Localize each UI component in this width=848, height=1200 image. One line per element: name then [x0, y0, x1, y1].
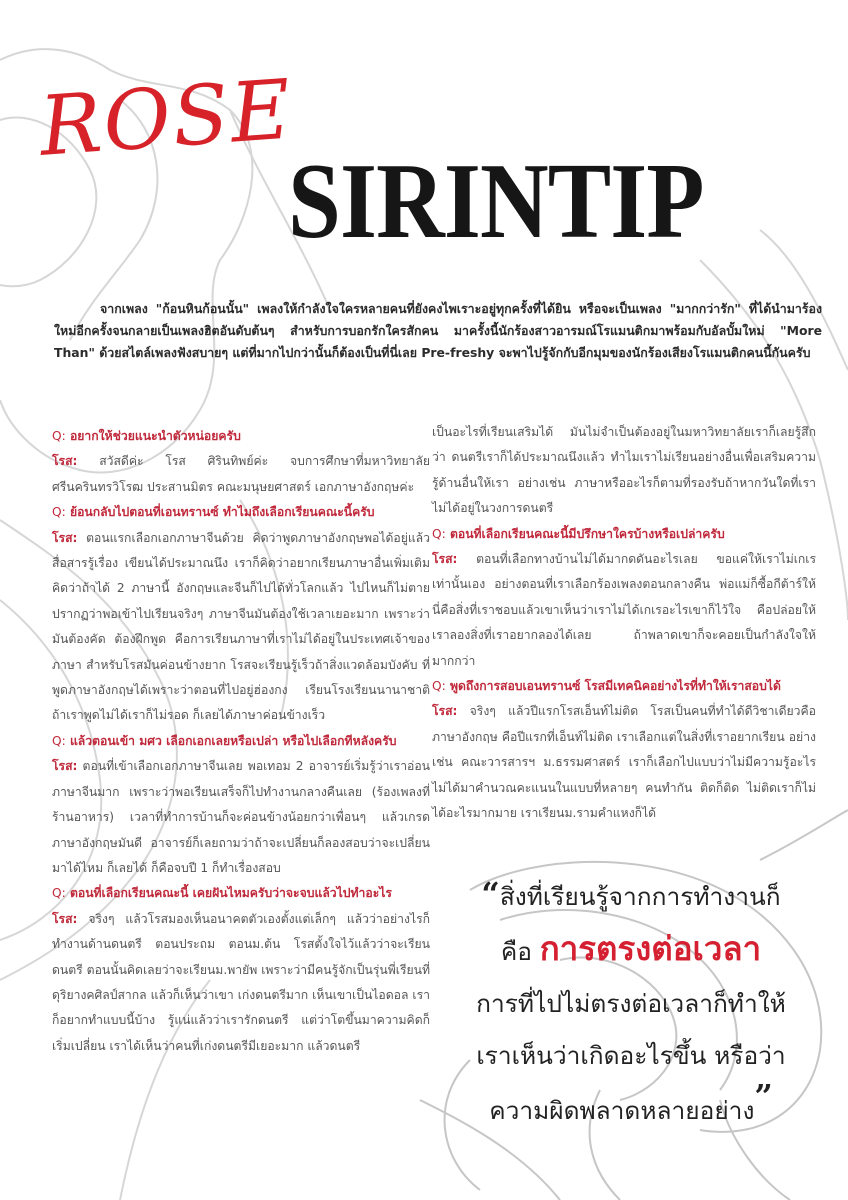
- answer-prefix: โรส:: [52, 911, 78, 926]
- answer: [52, 907, 430, 1059]
- question: [52, 424, 430, 449]
- q-prefix: Q:: [52, 886, 66, 901]
- answer: [52, 449, 430, 500]
- quote-highlight: การตรงต่อเวลา: [539, 929, 762, 968]
- question-text: ตอนที่เลือกเรียนคณะนี้มีปรึกษาใครบ้างหรือเปล่าครับ: [449, 526, 725, 541]
- answer-prefix: โรส:: [52, 759, 78, 774]
- q-prefix: Q:: [52, 505, 66, 520]
- answer: [432, 699, 816, 826]
- answer: [432, 547, 816, 674]
- open-quote-mark: “: [481, 875, 500, 913]
- answer-continued: [432, 420, 816, 522]
- pull-quote-line-1: [446, 868, 816, 923]
- question-text: พูดถึงการสอบเอนทรานซ์ โรสมีเทคนิคอย่างไรที่ทำให้เราสอบได้: [449, 679, 781, 694]
- q-prefix: Q:: [432, 679, 446, 694]
- quote-text: สิ่งที่เรียนรู้จากการทำงานก็: [499, 882, 781, 911]
- q-prefix: Q:: [52, 429, 66, 443]
- question-text: แล้วตอนเข้า มศว เลือกเอกเลยหรือเปล่า หรือไปเลือกทีหลังครับ: [69, 733, 397, 748]
- quote-text: ความผิดพลาดหลายอย่าง: [489, 1096, 755, 1125]
- question: [432, 674, 816, 699]
- answer-text: ตอนแรกเลือกเอกภาษาจีนด้วย คิดว่าพูดภาษาอังกฤษพอได้อยู่แล้ว สื่อสารรู้เรื่อง เขียนได้ประมาณนึง เราก็คิดว่าอยากเรียนภาษาอื่นเพิ่มเติม คิดว่าถ้าได้ 2 ภาษานี้ อังกฤษและจีนก็ไปได้ทั่วโลกแล้ว ไปไหนก็ไม่ตาย ปรากฏว่าพอเข้าไปเรียนจริงๆ ภาษาจีนมันต้องใช้เวลาเยอะมาก เพราะว่ามันต้องคัด ต้องฝึกพูด คือการเรียนภาษาที่เราไม่ได้อยู่ในประเทศเจ้าของภาษา สำหรับโรสมันค่อนข้างยาก โรสจะเรียนรู้เร็วถ้าสิ่งแวดล้อมบังคับ ที่พูดภาษาอังกฤษได้เพราะว่าตอนที่ไปอยู่ฮ่องกง เรียนโรงเรียนนานาชาติ ถ้าเราพูดไม่ได้เราก็ไม่รอด ก็เลยได้ภาษาค่อนข้างเร็ว: [52, 530, 430, 723]
- answer-prefix: โรส:: [52, 454, 78, 469]
- answer: [52, 526, 430, 729]
- answer-prefix: โรส:: [432, 552, 458, 567]
- right-column: [432, 420, 816, 827]
- question-text: ย้อนกลับไปตอนที่เอนทรานซ์ ทำไมถึงเลือกเรียนคณะนี้ครับ: [69, 505, 375, 520]
- pull-quote-line-2: [446, 923, 816, 978]
- question: [52, 500, 430, 525]
- quote-text: คือ: [500, 937, 532, 966]
- answer-text: ตอนที่เลือกทางบ้านไม่ได้มากดดันอะไรเลย ขอแค่ให้เราไม่เกเรเท่านั้นเอง อย่างตอนที่เราเลือกร้องเพลงตอนกลางคืน พ่อแม่ก็ซื้อกีต้าร์ให้ นี่คือสิ่งที่เราชอบแล้วเขาเห็นว่าเราไม่ได้เกเรอะไรเขาก็ไว้ใจ คือปล่อยให้เราลองสิ่งที่เราอยากลองได้เลย ถ้าพลาดเขาก็จะคอยเป็นกำลังใจให้มากกว่า: [432, 552, 817, 668]
- answer: [52, 754, 430, 881]
- intro-paragraph: จากเพลง "ก้อนหินก้อนนั้น" เพลงให้กำลังใจใครหลายคนที่ยังคงไพเราะอยู่ทุกครั้งที่ได้ยิน หรือจะเป็นเพลง "มากกว่ารัก" ที่ได้นำมาร้องใหม่อีกครั้งจนกลายเป็นเพลงฮิตอันดับต้นๆ สำหรับการบอกรักใครสักคน มาครั้งนี้นักร้องสาวอารมณ์โรแมนติกมาพร้อมกับอัลบั้มใหม่ "More Than" ด้วยสไตล์เพลงฟังสบายๆ แต่ที่มากไปกว่านั้นก็ต้องเป็นที่นี่เลย Pre-freshy จะพาไปรู้จักกับอีกมุมของนักร้องเสียงโรแมนติกคนนี้กันครับ: [54, 301, 822, 360]
- answer-text: ตอนที่เข้าเลือกเอกภาษาจีนเลย พอเทอม 2 อาจารย์เริ่มรู้ว่าเราอ่อนภาษาจีนมาก เพราะว่าพอเรียนเสร็จก็ไปทำงานกลางคืนเลย (ร้องเพลงที่ร้านอาหาร) เวลาที่ทำการบ้านก็จะค่อนข้างน้อยกว่าเพื่อนๆ แล้วเกรดภาษาอังกฤษมันดี อาจารย์ก็เลยถามว่าถ้าจะเปลี่ยนก็ลองสอบว่าจะเปลี่ยนมาได้ไหม ก็เลยได้ ก็คือจบปี 1 ก็ทำเรื่องสอบ: [52, 759, 431, 875]
- q-prefix: Q:: [52, 733, 66, 748]
- question-text: อยากให้ช่วยแนะนำตัวหน่อยครับ: [69, 429, 241, 443]
- answer-text: จริงๆ แล้วปีแรกโรสเอ็นท์ไม่ติด โรสเป็นคนที่ทำได้ดีวิชาเดียวคือภาษาอังกฤษ คือปีแรกที่เอ็นท์ไม่ติด เราเลือกแต่ในสิ่งที่เราอยากเรียน อย่างเช่น คณะวารสารฯ ม.ธรรมศาสตร์ เราก็เลือกไปแบบว่าไม่มีความรู้อะไร ไม่ได้มาคำนวณคะแนนในแบบที่หลายๆ คนทำกัน ติดก็ติด ไม่ติดเราก็ไม่ได้อะไรมากมาย เราเรียนม.รามคำแหงก็ได้: [432, 704, 816, 821]
- first-name-title: ROSE: [36, 62, 296, 175]
- last-name-title: SIRINTIP: [288, 142, 704, 261]
- answer-text: สวัสดีค่ะ โรส ศิรินทิพย์ค่ะ จบการศึกษาที่มหาวิทยาลัยศรีนครินทรวิโรฒ ประสานมิตร คณะมนุษยศาสตร์ เอกภาษาอังกฤษค่ะ: [52, 454, 430, 494]
- question: [52, 729, 430, 754]
- answer-text: เป็นอะไรที่เรียนเสริมได้ มันไม่จำเป็นต้องอยู่ในมหาวิทยาลัยเราก็เลยรู้สึกว่า ดนตรีเราก็ได้ประมาณนึงแล้ว ทำไมเราไม่เรียนอย่างอื่นเพื่อเสริมความรู้ด้านอื่นให้เรา อย่างเช่น ภาษาหรืออะไรก็ตามที่รองรับถ้าหากวันใดที่เราไม่ได้อยู่ในวงการดนตรี: [432, 425, 816, 516]
- answer-prefix: โรส:: [432, 704, 458, 719]
- question: [52, 881, 430, 906]
- answer-text: จริงๆ แล้วโรสมองเห็นอนาคตตัวเองตั้งแต่เล็กๆ แล้วว่าอย่างไรก็ทำงานด้านดนตรี ตอนประถม ตอนม.ต้น โรสตั้งใจไว้แล้วว่าจะเรียนดนตรี ตอนนั้นคิดเลยว่าจะเรียนม.พายัพ เพราะว่ามีคนรู้จักเป็นรุ่นพี่เรียนที่ดุริยางคศิลป์สากล แล้วก็เห็นว่าเขา เก่งดนตรีมาก เห็นเขาเป็นไอดอล เราก็อยากทำแบบนี้บ้าง รู้แน่แล้วว่าเรารักดนตรี แต่ว่าโตขึ้นมาความคิดก็เริ่มเปลี่ยน เราได้เห็นว่าคนที่เก่งดนตรีมีเยอะมาก แล้วดนตรี: [52, 911, 430, 1053]
- question: [432, 522, 816, 547]
- pull-quote-line-5: [446, 1077, 816, 1137]
- pull-quote-line-3: การที่ไปไม่ตรงต่อเวลาก็ทำให้: [476, 989, 786, 1018]
- answer-prefix: โรส:: [52, 530, 78, 545]
- close-quote-mark: ”: [754, 1077, 773, 1115]
- pull-quote-line-4: เราเห็นว่าเกิดอะไรขึ้น หรือว่า: [476, 1041, 786, 1070]
- pull-quote: [446, 868, 816, 1137]
- question-text: ตอนที่เลือกเรียนคณะนี้ เคยฝันไหมครับว่าจะจบแล้วไปทำอะไร: [69, 886, 392, 901]
- q-prefix: Q:: [432, 526, 446, 541]
- left-column: [52, 424, 430, 1059]
